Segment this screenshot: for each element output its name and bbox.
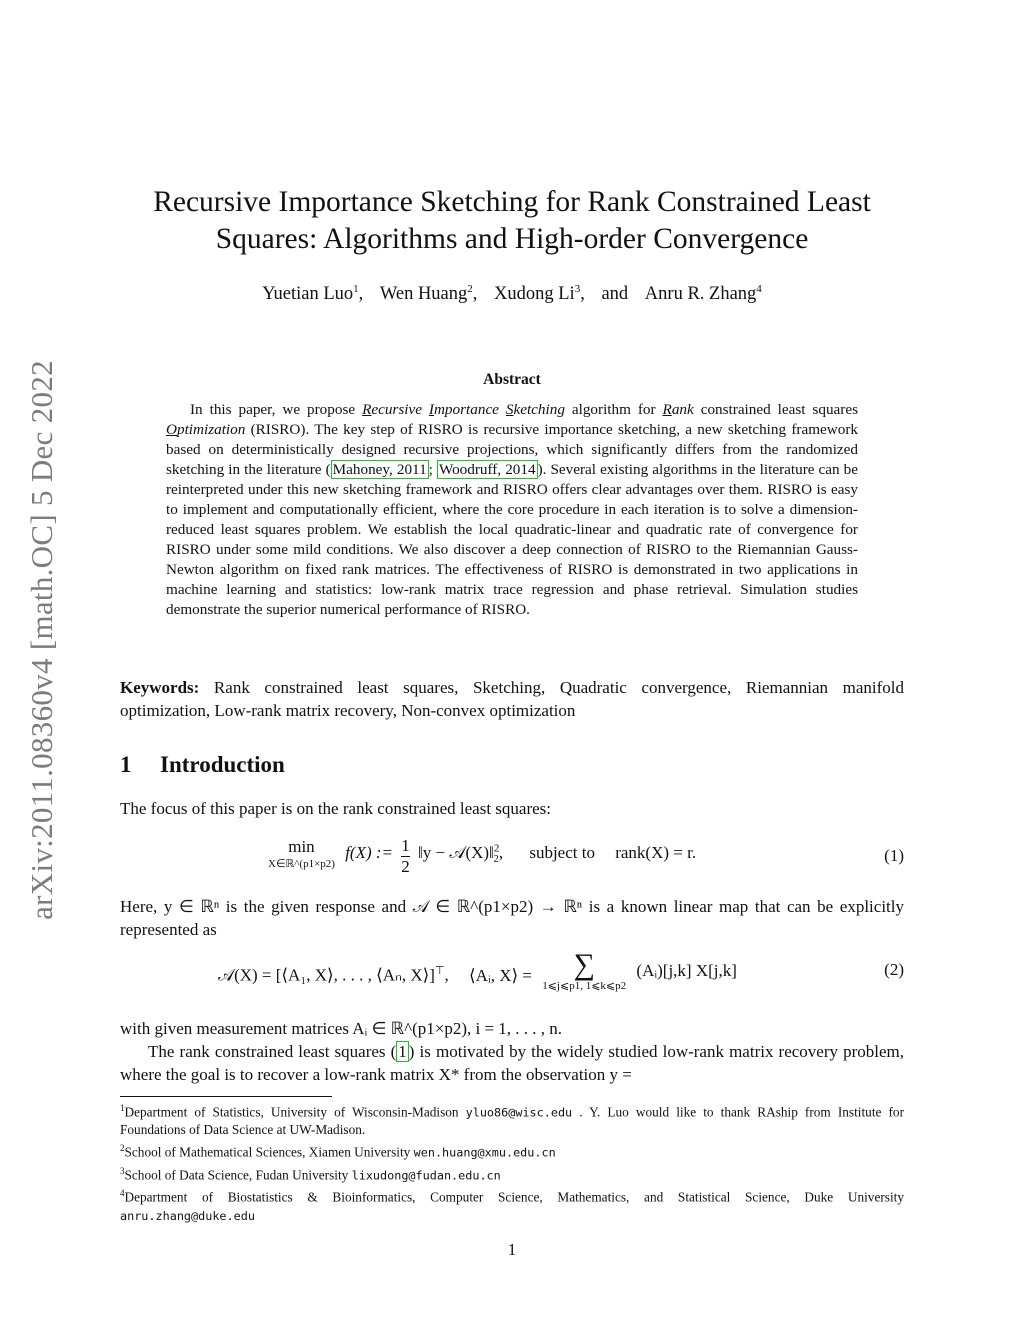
eq2-sum: ∑ — [573, 948, 595, 981]
author: Wen Huang$^2$, — [379, 283, 478, 305]
eq1-fraction: $\frac{1}{2}$ — [401, 836, 410, 876]
footnotes — [120, 1099, 904, 1225]
paper-title — [120, 184, 904, 258]
equation-2: 𝒜(X) = [⟨A₁, X⟩, . . . , ⟨Aₙ, X⟩]⊤, ⟨Aᵢ, X⟩ = ∑ 1⩽j⩽p1, 1⩽k⩽p2 (Aᵢ)[j,k] X[j,k] — [218, 948, 737, 992]
section-heading-introduction — [120, 752, 285, 778]
author-conjunction: and — [601, 284, 629, 305]
footnote: $^2$School of Mathematical Sciences, Xiamen University wen.huang@xmu.edu.cn — [120, 1143, 556, 1160]
abstract-body: In this paper, we propose Recursive Importance Sketching algorithm for Rank constrained least squares Optimization (RISRO). The key step of RISRO is recursive importance sketching, a new sketching framework based on deterministically designed recursive projections, which significantly differs from the randomized sketching in the literature ( Mahoney, 2011 ; Woodruff, 2014 ). Several existing algorithms in the literature can be reinterpreted under this new sketching framework and RISRO offers clear advantages over them. RISRO is easy to implement and computationally efficient, where the core procedure in each iteration is to solve a dimension-reduced least squares problem. We establish the local quadratic-linear and quadratic rate of convergence for RISRO under some mild conditions. We also discover a deep connection of RISRO to the Riemannian Gauss-Newton algorithm on fixed rank matrices. The effectiveness of RISRO is demonstrated in two applications in machine learning and statistics: low-rank matrix trace regression and phase retrieval. Simulation studies demonstrate the superior numerical performance of RISRO. — [166, 401, 858, 618]
author-list — [120, 283, 904, 305]
equation-1: min X∈ℝ^(p1×p2) f(X) := $\frac{1}{2}$ ‖y − 𝒜(X)‖$^2_2$, subject to rank(X) = r. — [268, 836, 697, 876]
footnote: $^4$Department of Biostatistics & Bioinformatics, Computer Science, Mathematics, and Statistical Science, Duke University anru.zhang@duke.edu — [120, 1188, 904, 1223]
email[interactable]: yluo86@wisc.edu — [465, 1105, 573, 1120]
keywords-label: Keywords: — [120, 678, 200, 697]
author: Anru R. Zhang$^4$ — [644, 283, 762, 305]
eq1-min-subscript: X∈ℝ^(p1×p2) — [268, 858, 335, 870]
eq2-lhs: 𝒜(X) = [⟨A₁, X⟩, . . . , ⟨Aₙ, X⟩] — [218, 965, 435, 985]
intro-paragraph-3: with given measurement matrices Aᵢ ∈ ℝ^(p1×p2), i = 1, . . . , n. — [120, 1019, 563, 1038]
eq1-lhs: f(X) := — [345, 843, 393, 862]
title-line-2: Squares: Algorithms and High-order Convergence — [215, 223, 809, 255]
arxiv-stamp-text: arXiv:2011.08360v4 [math.OC] 5 Dec 2022 — [24, 360, 59, 920]
section-title: Introduction — [160, 752, 285, 777]
keywords-text: Rank constrained least squares, Sketching, Quadratic convergence, Riemannian manifold optimization, Low-rank matrix recovery, Non-convex optimization — [120, 678, 904, 720]
eq1-subject-to: subject to — [529, 843, 595, 862]
keywords — [120, 677, 904, 722]
eq1-rank: rank(X) = r. — [615, 843, 697, 862]
intro-paragraph-4: The rank constrained least squares ( 1 ) is motivated by the widely studied low-rank matrix recovery problem, where the goal is to recover a low-rank matrix X* from the observation y = — [120, 1042, 905, 1084]
abstract-heading: Abstract — [483, 371, 541, 388]
intro-paragraph-2: Here, y ∈ ℝⁿ is the given response and 𝒜 ∈ ℝ^(p1×p2) → ℝⁿ is a known linear map that can be explicitly represented as — [120, 897, 904, 939]
equation-1-label: (1) — [884, 846, 904, 865]
page-number: 1 — [507, 1240, 517, 1259]
email[interactable]: anru.zhang@duke.edu — [120, 1208, 255, 1223]
equation-reference-link[interactable]: 1 — [398, 1042, 407, 1061]
section-number: 1 — [120, 752, 132, 777]
footnote-rule — [120, 1096, 332, 1097]
eq1-min: min — [288, 837, 315, 856]
eq1-norm: ‖y − 𝒜(X)‖ — [418, 843, 494, 862]
citation-link-woodruff[interactable]: Woodruff, 2014 — [438, 461, 536, 478]
title-line-1: Recursive Importance Sketching for Rank Constrained Least — [153, 186, 871, 218]
email[interactable]: wen.huang@xmu.edu.cn — [413, 1145, 556, 1160]
equation-2-label: (2) — [884, 960, 904, 979]
author: Yuetian Luo$^1$, — [262, 283, 364, 305]
eq2-sum-subscript: 1⩽j⩽p1, 1⩽k⩽p2 — [542, 980, 627, 992]
author: Xudong Li$^3$, — [494, 283, 585, 305]
footnote: $^1$Department of Statistics, University of Wisconsin-Madison yluo86@wisc.edu . Y. Luo would like to thank RAship from Institute for Foundations of Data Science at UW-Madison. — [120, 1103, 904, 1138]
citation-link-mahoney[interactable]: Mahoney, 2011 — [332, 461, 427, 478]
intro-paragraph-1: The focus of this paper is on the rank constrained least squares: — [120, 799, 552, 818]
algorithm-name: Recursive Importance Sketching — [362, 401, 565, 418]
eq2-term: (Aᵢ)[j,k] X[j,k] — [636, 961, 737, 980]
email[interactable]: lixudong@fudan.edu.cn — [351, 1168, 501, 1183]
footnote: $^3$School of Data Science, Fudan University lixudong@fudan.edu.cn — [120, 1165, 501, 1183]
eq2-inner-product: ⟨Aᵢ, X⟩ = — [469, 965, 532, 985]
